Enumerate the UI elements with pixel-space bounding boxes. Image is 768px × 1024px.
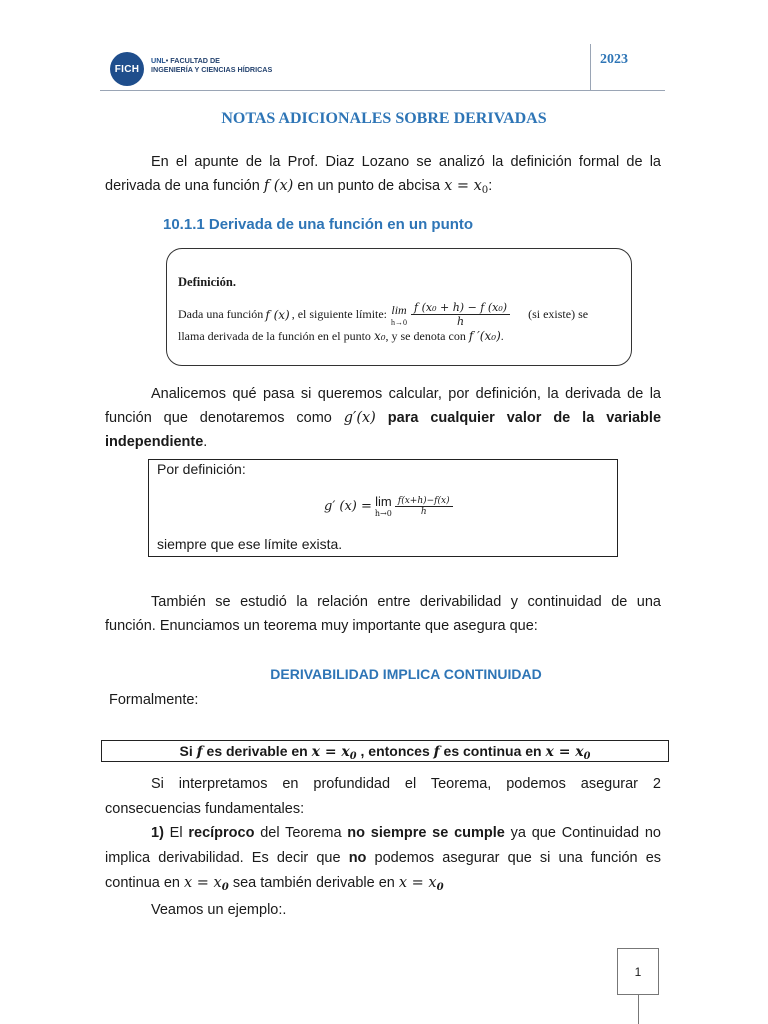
page-number: 1 [617, 948, 659, 995]
derivative-formula [324, 494, 453, 518]
limit-exists-note: siempre que ese límite exista. [157, 536, 343, 552]
consequence-item-1 [105, 821, 661, 896]
document-title: NOTAS ADICIONALES SOBRE DERIVADAS [221, 110, 547, 127]
def-numerator: f (x₀ + h) − f (x₀) [411, 301, 510, 315]
def-lim [391, 303, 407, 327]
def-l1-a: Dada una función [178, 307, 264, 321]
def-l2-x0: x₀ [373, 329, 386, 343]
item1-num: 1) [151, 825, 164, 841]
definition-line2 [178, 329, 504, 344]
page-number-line [638, 995, 639, 1024]
p2-bold: para cualquier valor de la variable independiente [105, 410, 662, 450]
logo-line1: • FACULTAD DE [165, 56, 220, 65]
intro-fx: f (x) [263, 178, 294, 194]
th-d: es continua en [439, 743, 546, 759]
header-year: 2023 [600, 52, 628, 67]
p4-text: Si interpretamos en profundidad el Teorema, podemos asegurar 2 consecuencias fundamentales: [105, 776, 661, 817]
paragraph-continuity [105, 590, 661, 638]
intro-text1: En el apunte de la Prof. Diaz Lozano se analizó la definición formal de la derivada de una función [105, 154, 661, 194]
item1-b1: recíproco [188, 825, 255, 841]
item1-s1: 0 [221, 881, 229, 893]
formula-lim-word: lim [375, 494, 392, 509]
formula-denominator: h [420, 506, 427, 517]
th-a: Si [179, 743, 197, 759]
definition-formula-box [148, 459, 618, 557]
th-s2: 0 [583, 751, 591, 762]
fich-logo-badge: FICH [110, 52, 144, 86]
th-s1: 0 [349, 751, 357, 762]
p3-text: También se estudió la relación entre derivabilidad y continuidad de una función. Enunciamos un teorema muy importante que asegura que: [105, 594, 661, 634]
header-divider-vertical [590, 44, 591, 90]
example-text: Veamos un ejemplo:. [151, 902, 287, 918]
p2-gpx: g′(x) [343, 410, 376, 426]
formula-numerator: f(x+h)−f(x) [395, 496, 453, 507]
by-definition-label: Por definición: [157, 461, 246, 477]
p2-text1: Analicemos qué pasa si queremos calcular, por definición, la derivada de la función que denotaremos como [105, 386, 661, 426]
item1-t2: del Teorema [254, 825, 348, 841]
paragraph-consequences [105, 772, 661, 822]
formula-fraction [395, 496, 453, 517]
def-l1-fx: f (x) [265, 307, 290, 322]
header-divider [100, 90, 665, 91]
intro-text2: en un punto de abcisa [293, 178, 445, 194]
item1-b3: no [348, 850, 367, 866]
def-l1-b: , el siguiente límite: [291, 307, 388, 321]
definition-box [166, 248, 632, 366]
item1-m1: x = x [184, 875, 222, 891]
intro-sub: 0 [481, 185, 489, 196]
formula-lim [375, 494, 392, 518]
theorem-box [101, 740, 669, 762]
def-denominator: h [457, 315, 465, 328]
p2-end: . [203, 434, 208, 450]
section-subheading: 10.1.1 Derivada de una función en un punto [163, 216, 474, 233]
th-f2: f [433, 744, 440, 760]
item1-t5: sea también derivable en [228, 875, 399, 891]
definition-line1 [178, 301, 588, 328]
th-x1: x = x [311, 744, 350, 760]
item1-m2: x = x [398, 875, 437, 891]
th-b: es derivable en [202, 743, 312, 759]
item1-s2: 0 [436, 881, 444, 893]
logo-unl: UNL [151, 56, 166, 65]
formula-lim-sub: h→0 [374, 509, 392, 518]
th-c: , entonces [356, 743, 434, 759]
item1-t1: El [163, 825, 189, 841]
def-l1-c: (si existe) se [528, 307, 589, 321]
th-f1: f [196, 744, 203, 760]
paragraph-analysis [105, 382, 661, 454]
faculty-logo-text [151, 56, 272, 74]
item1-t4: podemos asegurar que si una función es continua en [105, 850, 662, 891]
intro-colon: : [488, 178, 493, 194]
def-l2-c: . [500, 329, 504, 343]
theorem-heading: DERIVABILIDAD IMPLICA CONTINUIDAD [270, 666, 542, 682]
formula-lhs: g′ (x) = [324, 498, 372, 514]
def-l2-b: , y se denota con [385, 329, 469, 343]
item1-t3: ya que Continuidad no implica derivabilidad. Es decir que [105, 825, 661, 866]
def-lim-word: lim [391, 302, 407, 317]
definition-title: Definición. [178, 275, 236, 289]
formally-label: Formalmente: [109, 692, 199, 708]
def-lim-sub: h→0 [391, 317, 408, 327]
intro-paragraph [105, 150, 661, 198]
def-fraction [411, 301, 510, 328]
th-x2: x = x [545, 744, 584, 760]
intro-x-eq: x = x [444, 178, 482, 194]
example-line [105, 898, 661, 922]
def-l2-a: llama derivada de la función en el punto [178, 329, 374, 343]
def-l2-fp: f ′(x₀) [468, 329, 501, 343]
logo-line2: INGENIERÍA Y CIENCIAS HÍDRICAS [151, 65, 273, 74]
item1-b2: no siempre se cumple [347, 825, 505, 841]
